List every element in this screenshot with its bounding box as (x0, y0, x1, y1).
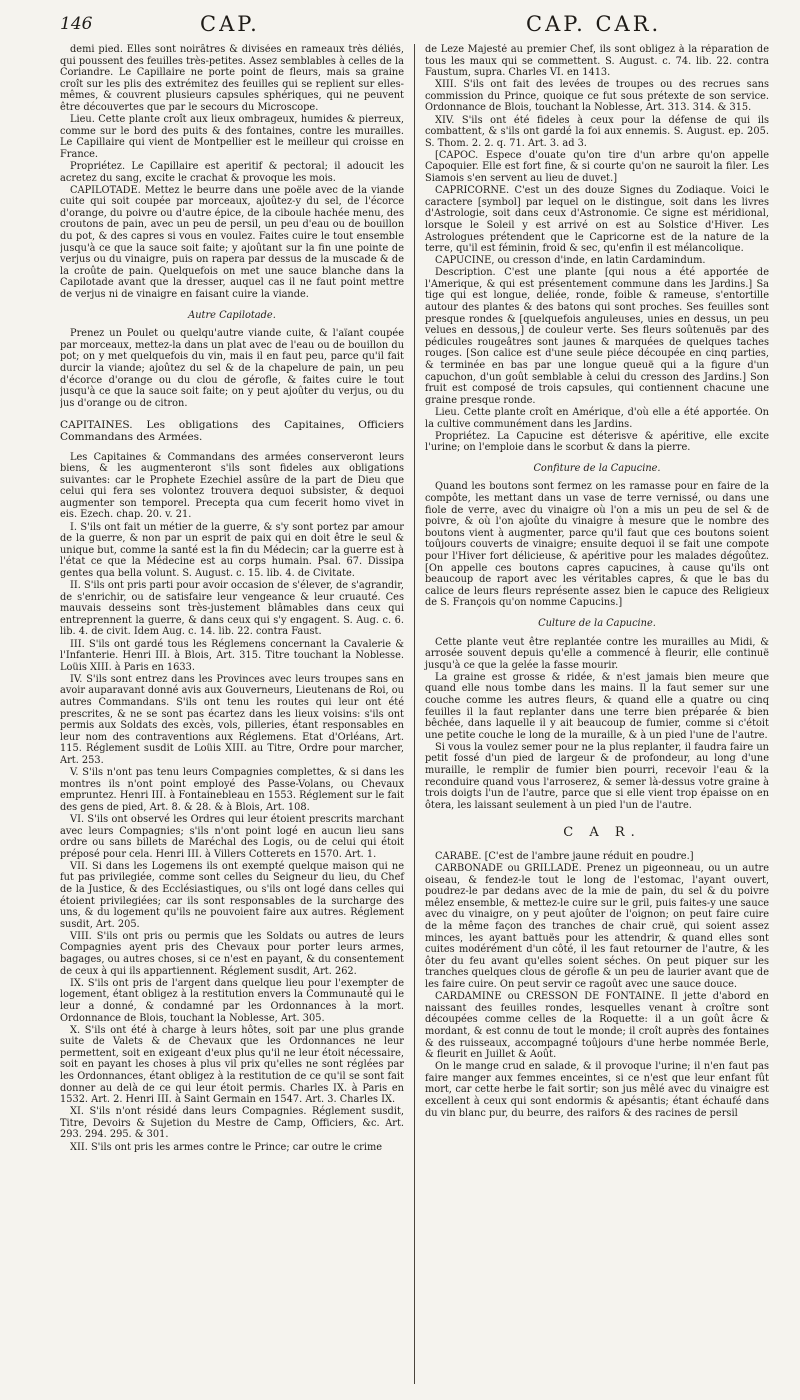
paragraph: I. S'ils ont fait un métier de la guerre, & s'y sont portez par amour de la guerre, & non par un esprit de paix qui en doit être le seul & unique but, comme la santé est la fin du Médecin; car la guerre est à l'état ce que la Médecine est au corps humain. Psal. 67. Dissipa gentes qua bella volunt. S. August. c. 15. lib. 4. de Civitate. (60, 521, 404, 579)
paragraph: de Leze Majesté au premier Chef, ils sont obligez à la réparation de tous les maux qui se commettent. S. August. c. 74. lib. 22. contra Faustum, supra. Charles VI. en 1413. (425, 44, 769, 79)
paragraph: Prenez un Poulet ou quelqu'autre viande cuite, & l'aïant coupée par morceaux, mettez-la dans un plat avec de l'eau ou de bouillon du pot; on y met quelquefois du vin, mais il en faut peu, parce qu'il fait durcir la viande; ajoûtez du sel & de la chapelure de pain, un peu d'écorce d'orange ou du clou de gérofle, & faites cuire le tout jusqu'à ce que la sauce soit faite; on y peut ajoûter du verjus, ou du jus d'orange ou de citron. (60, 328, 404, 409)
paragraph: V. S'ils n'ont pas tenu leurs Compagnies complettes, & si dans les montres ils n'ont point employé des Passe-Volans, ou Chevaux empruntez. Henri III. à Fontainebleau en 1553. Réglement sur le fait des gens de pied, Art. 8. & 28. & à Blois, Art. 108. (60, 767, 404, 813)
paragraph: IV. S'ils sont entrez dans les Provinces avec leurs troupes sans en avoir auparavant donné avis aux Gouverneurs, Lieutenans de Roi, ou autres Commandans. S'ils ont tenu les routes qui leur ont été prescrites, & ne se sont pas écartez dans les lieux voisins: s'ils ont permis aux Soldats des excès, vols, pilleries, étant responsables en leur nom des contraventions aux Réglemens. Etat d'Orléans, Art. 115. Réglement susdit de Loüis XIII. au Titre, Ordre pour marcher, Art. 253. (60, 673, 404, 766)
article-heading: CAPITAINES. Les obligations des Capitaines, Officiers Commandans des Armées. (60, 419, 404, 443)
section-heading: Culture de la Capucine. (538, 617, 656, 629)
paragraph: [CAPOC. Espece d'ouate qu'on tire d'un arbre qu'on appelle Capoquier. Elle est fort fine, & si courte qu'on ne sauroit la filer. Les Siamois s'en servent au lieu de duvet.] (425, 149, 769, 185)
paragraph: Propriétez. La Capucine est déterisve & apéritive, elle excite l'urine; on l'emploie dans le scorbut & dans la pierre. (425, 430, 769, 454)
page-header (60, 8, 778, 44)
paragraph: Si vous la voulez semer pour ne la plus replanter, il faudra faire un petit fossé d'un pied de largeur & de profondeur, au long d'une muraille, le remplir de fumier bien pourri, recevoir l'eau & la reconduire quand vous l'arroserez, & semer là-dessus votre graine à trois doigts l'un de l'autre, parce que si elle vient trop épaisse on en ôtera, les laissant seulement à un pied l'un de l'autre. (425, 741, 769, 811)
left-running-title: CAP. (200, 12, 260, 36)
paragraph: VIII. S'ils ont pris ou permis que les Soldats ou autres de leurs Compagnies ayent pris des Chevaux pour porter leurs armes, bagages, ou autres choses, si ce n'est en payant, & du consentement de ceux à qui ils appartiennent. Réglement susdit, Art. 262. (60, 930, 404, 977)
page-number: 146 (60, 14, 93, 34)
paragraph: CARBONADE ou GRILLADE. Prenez un pigeonneau, ou un autre oiseau, & fendez-le tout le long de l'estomac, l'ayant ouvert, poudrez-le par dedans avec de la mie de pain, du sel & du poivre mêlez ensemble, & mettez-le cuire sur le gril, puis faites-y une sauce avec du vinaigre, on y peut ajoûter de l'oignon; on peut faire cuire de la même façon des tranches de chair cruë, qui soient assez minces, les ayant battuës pour les attendrir, & quand elles sont cuites modérément d'un côté, il les faut retourner de l'autre, & les ôter du feu avant qu'elles soient séches. On peut piquer sur les tranches quelques clous de gérofle & un peu de laurier avant que de les faire cuire. On peut servir ce ragoût avec une sauce douce. (425, 863, 769, 991)
paragraph: VI. S'ils ont observé les Ordres qui leur étoient prescrits marchant avec leurs Compagnies; s'ils n'ont point logé en aucun lieu sans ordre ou sans billets de Maréchal des Logis, ou de celui qui étoit préposé pour cela. Henri III. à Villers Cotterets en 1570. Art. 1. (60, 813, 404, 860)
paragraph: II. S'ils ont pris parti pour avoir occasion de s'élever, de s'agrandir, de s'enrichir, ou de satisfaire leur vengeance & leur cruauté. Ces mauvais desseins sont très-justement blâmables dans ceux qui entreprennent la guerre, & dans ceux qui s'y engagent. S. Aug. c. 6. lib. 4. de civit. Idem Aug. c. 14. lib. 22. contra Faust. (60, 580, 404, 638)
paragraph: XIV. S'ils ont été fideles à ceux pour la défense de qui ils combattent, & s'ils ont gardé la foi aux ennemis. S. August. ep. 205. S. Thom. 2. 2. q. 71. Art. 3. ad 3. (425, 114, 769, 149)
paragraph: III. S'ils ont gardé tous les Réglemens concernant la Cavalerie & l'Infanterie. Henri III. à Blois, Art. 315. Titre touchant la Noblesse. Loüis XIII. à Paris en 1633. (60, 638, 404, 673)
paragraph: XI. S'ils n'ont résidé dans leurs Compagnies. Réglement susdit, Titre, Devoirs & Sujetion du Mestre de Camp, Officiers, &c. Art. 293. 294. 295. & 301. (60, 1106, 404, 1141)
letter-section-heading: C A R. (563, 825, 641, 841)
paragraph: VII. Si dans les Logemens ils ont exempté quelque maison qui ne fut pas privilegiée, comme sont celles du Seigneur du lieu, du Chef de la Justice, & des Ecclésiastiques, ou s'ils ont logé dans celles qui étoient privilegiées; car ils sont responsables de la surcharge des uns, & du logement qu'ils ne pouvoient faire aux autres. Réglement susdit, Art. 205. (60, 860, 404, 930)
paragraph: CAPUCINE, ou cresson d'inde, en latin Cardamindum. (435, 255, 706, 267)
paragraph: demi pied. Elles sont noirâtres & divisées en rameaux très déliés, qui poussent des feuilles très-petites. Assez semblables à celles de la Coriandre. Le Capillaire ne porte point de fleurs, mais sa graine croît sur les plis des extrémitez des feuilles qui se replient sur elles-mêmes, & couvrent plusieurs capsules sphériques, qui ne peuvent être découvertes que par le secours du Microscope. (60, 44, 404, 113)
left-column (60, 44, 414, 1384)
paragraph: XIII. S'ils ont fait des levées de troupes ou des recrues sans commission du Prince, quoique ce fut sous prétexte de son service. Ordonnance de Blois, touchant la Noblesse, Art. 313. 314. & 315. (425, 79, 769, 114)
paragraph: On le mange crud en salade, & il provoque l'urine; il n'en faut pas faire manger aux femmes enceintes, si ce n'est que leur enfant fût mort, car cette herbe le fait sortir; son jus mêlé avec du vinaigre est excellent à ceux qui sont endormis & apésantis; étant échaufé dans du vin blanc pur, du beurre, des raifors & des racines de persil (425, 1061, 769, 1119)
paragraph: La graine est grosse & ridée, & n'est jamais bien meure que quand elle nous tombe dans les mains. Il la faut semer sur une couche comme les autres fleurs, & quand elle a quatre ou cinq feuilles il la faut replanter dans une terre bien préparée & bien bêchée, dans laquelle il y ait beaucoup de fumier, comme si c'étoit une petite couche le long de la muraille, & à un pied l'une de l'autre. (425, 671, 769, 741)
paragraph: Cette plante veut être replantée contre les murailles au Midi, & arrosée souvent depuis qu'elle a commencé à fleurir, elle continuë jusqu'à ce que la gelée la fasse mourir. (425, 636, 769, 671)
paragraph: Quand les boutons sont fermez on les ramasse pour en faire de la compôte, les mettant dans un vase de terre vernissé, ou dans une fiole de verre, avec du vinaigre où l'on a mis un peu de sel & de poivre, & où l'on ajoûte du vinaigre à mesure que le nombre des boutons vient à augmenter, parce qu'il faut que ces boutons soient toûjours couverts de vinaigre; ensuite dequoi il se fait une compote pour l'Hiver fort délicieuse, & apéritive pour les malades dégoûtez. [On appelle ces boutons capres capucines, à cause qu'ils ont beaucoup de raport avec les véritables capres, & que le bas du calice de leurs fleurs représente assez bien le capuce des Religieux de S. François qu'on nomme Capucins.] (425, 481, 769, 609)
paragraph: CARABE. [C'est de l'ambre jaune réduit en poudre.] (435, 851, 694, 862)
paragraph: X. S'ils ont été à charge à leurs hôtes, soit par une plus grande suite de Valets & de Chevaux que les Ordonnances ne leur permettent, soit en exigeant d'eux plus qu'il ne leur étoit nécessaire, soit en payant les choses à plus vil prix qu'elles ne sont réglées par les Ordonnances, étant obligez à la restitution de ce qu'il se sont fait donner au delà de ce qui leur étoit permis. Charles IX. à Paris en 1532. Art. 2. Henri III. à Saint Germain en 1547. Art. 3. Charles IX. (60, 1024, 404, 1106)
right-running-title: CAP. CAR. (526, 12, 662, 36)
section-heading: Confiture de la Capucine. (533, 462, 661, 474)
section-heading: Autre Capilotade. (188, 309, 276, 321)
paragraph: CAPRICORNE. C'est un des douze Signes du Zodiaque. Voici le caractere [symbol] par lequel on le distingue, soit dans les livres d'Astrologie, soit dans ceux d'Astronomie. Ce signe est méridional, lorsque le Soleil y est arrivé on est au Solstice d'Hiver. Les Astrologues prétendent que le Capricorne est de la nature de la terre, qu'il est féminin, froid & sec, qu'enfin il est mélancolique. (425, 185, 769, 255)
paragraph: IX. S'ils ont pris de l'argent dans quelque lieu pour l'exempter de logement, étant obligez à la restitution envers la Communauté qui le leur a donné, & condamné par les Ordonnances à la mort. Ordonnance de Blois, touchant la Noblesse, Art. 305. (60, 977, 404, 1024)
paragraph: XII. S'ils ont pris les armes contre le Prince; car outre le crime (70, 1141, 383, 1153)
paragraph: Lieu. Cette plante croît aux lieux ombrageux, humides & pierreux, comme sur le bord des puits & des fontaines, contre les murailles. Le Capillaire qui vient de Montpellier est le meilleur qui croisse en France. (60, 114, 404, 160)
paragraph: Lieu. Cette plante croît en Amérique, d'où elle a été apportée. On la cultive communément dans les Jardins. (425, 406, 769, 430)
text-columns (60, 44, 778, 1384)
right-column (414, 44, 769, 1384)
paragraph: Les Capitaines & Commandans des armées conserveront leurs biens, & les augmenteront s'ils sont fideles aux obligations suivantes: car le Prophete Ezechiel assûre de la part de Dieu que celui qui fera ses volontez trouvera dequoi subsister, & dequoi augmenter son temporel. Precepta qua cum fecerit homo vivet in eis. Ezech. chap. 20. v. 21. (60, 451, 404, 521)
paragraph: Propriétez. Le Capillaire est aperitif & pectoral; il adoucit les acretez du sang, excite le crachat & provoque les mois. (60, 160, 404, 184)
paragraph: Description. C'est une plante [qui nous a été apportée de l'Amerique, & qui est présentement commune dans les Jardins.] Sa tige qui est longue, deliée, ronde, foible & rameuse, s'entortille autour des plantes & des batons qui sont proches. Ses feuilles sont presque rondes & [quelquefois anguleuses, unies en dessus, un peu velues en dessous,] de couleur verte. Ses fleurs soûtenuës par des pédicules rougeâtres sont jaunes & marquées de quelques taches rouges. [Son calice est d'une seule piéce découpée en cinq parties, & terminée en bas par une longue queuë qui a la figure d'un capuchon, d'un goût semblable à celui du cresson des Jardins.] Son fruit est composé de trois capsules, qui contiennent chacune une graine presque ronde. (425, 267, 769, 406)
paragraph: CAPILOTADE. Mettez le beurre dans une poële avec de la viande cuite qui soit coupée par morceaux, ajoûtez-y du sel, de l'écorce d'orange, du poivre ou d'autre épice, de la ciboule hachée menu, des croutons de pain, avec un peu de persil, un peu d'eau ou de bouillon du pot, & des capres si vous en voulez. Faites cuire le tout ensemble jusqu'à ce que la sauce soit faite; y ajoûtant sur la fin une pointe de verjus ou du vinaigre, puis on rapera par dessus de la muscade & de la croûte de pain. Quelquefois on met une sauce blanche dans la Capilotade avant que la dresser, auquel cas il ne faut point mettre de verjus ni de vinaigre en faisant cuire la viande. (60, 184, 404, 300)
paragraph: CARDAMINE ou CRESSON DE FONTAINE. Il jette d'abord en naissant des feuilles rondes, lesquelles venant à croître sont découpées comme celles de la Roquette: il a un goût âcre & mordant, & est connu de tout le monde; il croît auprès des fontaines & des ruisseaux, accompagné toûjours d'une herbe nommée Berle, & fleurit en Juillet & Août. (425, 991, 769, 1061)
